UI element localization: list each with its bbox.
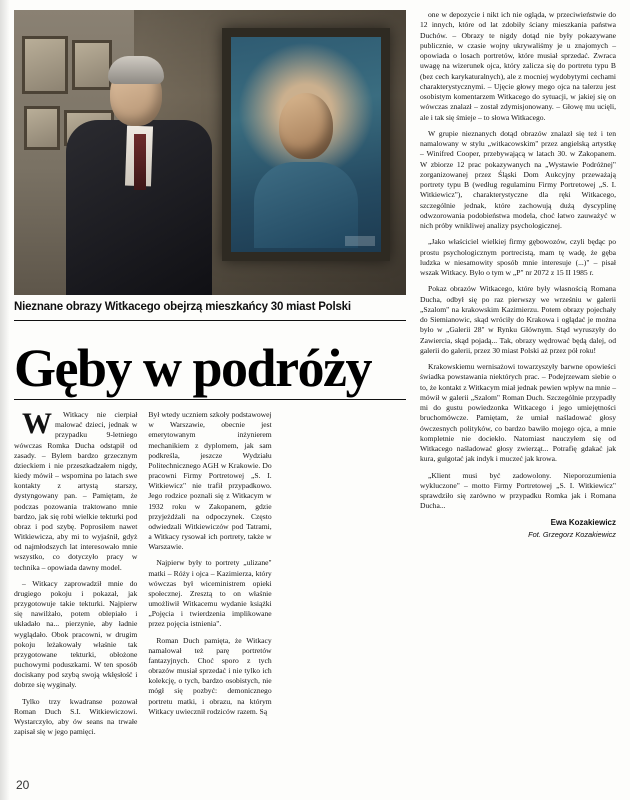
- paragraph: – Witkacy zaprowadził mnie do drugiego pokoju i pokazał, jak przygotowuje takie tekturki. Najpierw się nawilżało, potem oblepiało i układało na... pierzynie, aby ładnie wyglądało. Obok pracowni, w drugim pokoju leżakowały właśnie tak przygotowane tekturki, obłożone puchowymi poduszkami. W ten sposób dociskany pod szybą swoją wkłęsłość i dobrze się wyginały.: [14, 578, 138, 690]
- byline-author: Ewa Kozakiewicz: [550, 517, 616, 527]
- headline-rule: [14, 399, 406, 400]
- paragraph-text: Witkacy nie cierpiał malować dzieci, jednak w przypadku 9-letniego wówczas Romka Ducha odstąpił od zasady. – Bylem bardzo grzecznym dzieckiem i nie przeszkadzałem nigdy, kiedy mówił – wspomina po latach swe kontakty z artystą starszy, dystyngowany pan. – Pamiętam, że podczas pozowania traktowano mnie bardzo, jak się robi wielkie tekturki pod obraz i pod szybę. Poprosiłem nawet Witkiewicza, aby mi to wyjaśnił, gdyż od najmłodszych lat interesowało mnie wszystko, co dotyczyło pracy w technika – opowiada dawny model.: [14, 410, 138, 572]
- page-title: Gęby w podróży: [14, 338, 371, 398]
- page-number: 20: [16, 778, 30, 792]
- wall-picture-frame: [72, 40, 112, 90]
- right-section: [420, 10, 616, 780]
- drop-cap: W: [22, 407, 52, 440]
- paragraph: Pokaz obrazów Witkacego, które były własnością Romana Ducha, odbył się po raz pierwszy we wrześniu w galerii „Szalom" na krakowskim Kazimierzu. Potem obrazy pojechały do Siemianowic, skąd wróciły do Krakowa i oglądać je można było w „Galerii 28" w Rynku Głównym. Stąd wyruszyły do Zawiercia, skąd pojadą... Tak, obrazy wędrować będą dalej, od galerii do galerii, przez 30 miast Polski aż przez pół roku!: [420, 284, 616, 355]
- paragraph: Był wtedy uczniem szkoły podstawowej w Warszawie, obecnie jest emerytowanym inżynierem mechanikiem z dyplomem, jak sam podkreśla, jeszcze Wydziału Politechnicznego AGH w Krakowie. Do pracowni Firmy Portretowej „S. I. Witkiewicz" nie trafił przypadkowo. Jego rodzice poznali się z Witkacym w 1932 roku w Zakopanem, gdzie przyjeżdżali na odpoczynek. Często odwiedzali Witkiewiczów pod Tatrami, a Witkacy rysował ich portrety, także w Warszawie.: [148, 410, 272, 552]
- body-column-3: [420, 10, 616, 540]
- paragraph: Krakowskiemu wernisażowi towarzyszyły barwne opowieści świadka powstawania niektórych prac. – Podejrzewam siebie o to, że kontakt z Witkacym miał jednak pewien wpływ na mnie – mówił w galerii „Szalom" Roman Duch. Szczególnie przypadły mi do gustu powiedzonka Witkacego i jego umiejętności bruchomówcze. Pamiętam, że umiał naśladować głosy ówczesnych polityków, co bardzo bawiło mojego ojca, a mnie kompletnie nie dociekło. Natomiast nauczyłem się od Witkacego naśladować głosy zwierząt... Potrafię gdakać jak kura, gulgotać jak indyk i muczeć jak krowa.: [420, 362, 616, 464]
- body-columns: [14, 407, 406, 780]
- page-columns: [14, 10, 616, 780]
- painting-signature: [345, 236, 375, 246]
- witkacy-portrait-painting: [222, 28, 390, 261]
- byline: [420, 518, 616, 541]
- paragraph: Najpierw były to portrety „ulizane" matki – Róży i ojca – Kazimierza, który wówczas był wiceministrem opieki społecznej. Zresztą to on właśnie umożliwił Witkacemu wydanie książki „Pojęcia i twierdzenia implikowane przez pojęcia istnienia".: [148, 558, 272, 629]
- paragraph: „Jako właściciel wielkiej firmy gębowozów, czyli będąc po prostu psychologicznym portrecistą, mam tę wadę, że gęba ludzka w niesamowity sposób mnie interesuje (...)" – pisał wszak Witkacy. Było o tym w „P" nr 2072 z 15 II 1985 r.: [420, 237, 616, 277]
- painting-head: [279, 93, 333, 159]
- page-edge-shadow: [0, 0, 10, 800]
- paragraph: Roman Duch pamięta, że Witkacy namalował też parę portretów fantazyjnych. Choć sporo z tych obrazów musiał sprzedać i nie tylko ich kolekcję, o tych, bardzo osobistych, nie mógł się pozbyć: demonicznego portretu matki, i obrazu, na którym Witkacy uwiecznił rodziców razem. Są: [148, 635, 272, 716]
- article-photo: [14, 10, 406, 295]
- wall-picture-frame: [24, 106, 60, 150]
- body-column-2: [148, 410, 271, 780]
- paragraph: [14, 407, 138, 573]
- paragraph: W grupie nieznanych dotąd obrazów znalazł się też i ten namalowany w stylu „witkacowskim" przez angielską artystkę – Winifred Cooper, przebywającą w latach 30. w Zakopanem. W zbiorze 12 prac pokazywanych na „Wystawie Podróżnej" zorganizowanej przez Śląski Dom Aukcyjny przeważają portrety typu B (według regulaminu Firmy Portretowej „S. I. Witkiewicz"), charakterystyczne dla ręki Witkacego, szczególnie jednak, które zachowują dużą dyscyplinę odwzorowania podobieństwa modela, choć łatwo zauważyć w nich próby wnikliwej analizy psychologicznej.: [420, 128, 616, 230]
- body-column-1: [14, 407, 138, 780]
- body-column-3-spacer: [283, 410, 406, 780]
- photo-credit: Fot. Grzegorz Kozakiewicz: [528, 530, 616, 540]
- man-hair: [108, 56, 164, 84]
- paragraph: „Klient musi być zadowolony. Nieporozumienia wykluczone" – motto Firmy Portretowej „S. I. Witkiewicz" sprawdziło się zarówno w przypadku Romka jak i Romana Ducha...: [420, 470, 616, 511]
- wall-picture-frame: [22, 36, 68, 94]
- photo-caption: Nieznane obrazy Witkacego obejrzą mieszkańcy 30 miast Polski: [14, 301, 406, 321]
- paragraph: Tylko trzy kwadranse pozował Roman Duch S.I. Witkiewiczowi. Wystarczyło, aby ów seans na trwałe zapisał się w jego pamięci.: [14, 696, 138, 737]
- left-section: [14, 10, 406, 780]
- man-tie: [134, 134, 146, 190]
- paragraph: one w depozycie i nikt ich nie ogląda, w przeciwieństwie do 12 innych, które od lat zdobiły ściany mieszkania państwa Duchów. – Obrazy te nigdy dotąd nie były pokazywane publicznie, w czasie wojny ukrywaliśmy je u znajomych – opowiada o losach portretów, które musiał sprzedać. Zwraca uwagę na wizerunek ojca, który zalicza się do portretu typu B (bez cech karykaturalnych), ale z mocniej wydobytymi cechami charakterystycznymi. – Ujęcie głowy mego ojca na talerzu jest osobistym komentarzem Witkacego do sytuacji, w jakiej się on wówczas znalazł – został zdymisjonowany. – Głowę mu ucięli, ale i tak się śmieje – to słowa Witkacego.: [420, 10, 616, 122]
- painting-body: [254, 162, 358, 248]
